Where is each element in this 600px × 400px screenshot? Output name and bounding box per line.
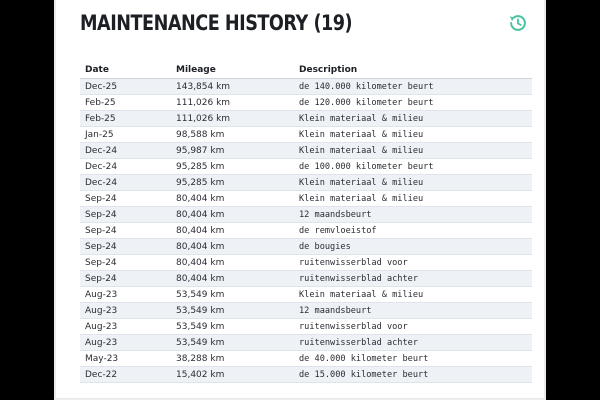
cell-description: Klein materiaal & milieu xyxy=(294,191,532,207)
table-row xyxy=(80,335,532,351)
history-button[interactable] xyxy=(505,10,531,36)
cell-description: de 40.000 kilometer beurt xyxy=(294,351,532,367)
cell-date: Dec-25 xyxy=(80,79,171,95)
column-header-date: Date xyxy=(80,62,171,79)
cell-mileage: 95,285 km xyxy=(171,175,294,191)
table-row xyxy=(80,95,532,111)
cell-date: Aug-23 xyxy=(80,319,171,335)
cell-mileage: 111,026 km xyxy=(171,111,294,127)
cell-date: Dec-24 xyxy=(80,143,171,159)
cell-description: de remvloeistof xyxy=(294,223,532,239)
cell-mileage: 95,987 km xyxy=(171,143,294,159)
cell-mileage: 38,288 km xyxy=(171,351,294,367)
page-title: MAINTENANCE HISTORY (19) xyxy=(80,11,353,35)
cell-description: de 15.000 kilometer beurt xyxy=(294,367,532,383)
cell-description: de bougies xyxy=(294,239,532,255)
cell-date: Sep-24 xyxy=(80,239,171,255)
table-row xyxy=(80,111,532,127)
cell-date: Dec-24 xyxy=(80,159,171,175)
cell-date: Sep-24 xyxy=(80,255,171,271)
cell-mileage: 80,404 km xyxy=(171,191,294,207)
table-body xyxy=(80,79,532,383)
table-row xyxy=(80,175,532,191)
cell-description: Klein materiaal & milieu xyxy=(294,287,532,303)
table-row xyxy=(80,223,532,239)
cell-description: Klein materiaal & milieu xyxy=(294,175,532,191)
cell-date: Aug-23 xyxy=(80,303,171,319)
table-row xyxy=(80,127,532,143)
table-row xyxy=(80,287,532,303)
cell-description: ruitenwisserblad voor xyxy=(294,319,532,335)
column-header-description: Description xyxy=(294,62,532,79)
table-row xyxy=(80,271,532,287)
left-backdrop xyxy=(0,0,40,400)
cell-description: 12 maandsbeurt xyxy=(294,207,532,223)
cell-date: Dec-24 xyxy=(80,175,171,191)
cell-description: ruitenwisserblad voor xyxy=(294,255,532,271)
cell-mileage: 80,404 km xyxy=(171,207,294,223)
cell-mileage: 95,285 km xyxy=(171,159,294,175)
cell-date: Sep-24 xyxy=(80,207,171,223)
clock-rewind-icon xyxy=(507,12,529,34)
cell-date: Jan-25 xyxy=(80,127,171,143)
cell-mileage: 53,549 km xyxy=(171,335,294,351)
table-row xyxy=(80,239,532,255)
cell-mileage: 53,549 km xyxy=(171,319,294,335)
table-row xyxy=(80,367,532,383)
maintenance-table xyxy=(80,62,532,383)
cell-date: Aug-23 xyxy=(80,335,171,351)
cell-description: Klein materiaal & milieu xyxy=(294,127,532,143)
cell-description: ruitenwisserblad achter xyxy=(294,335,532,351)
table-row xyxy=(80,351,532,367)
cell-mileage: 15,402 km xyxy=(171,367,294,383)
table-row xyxy=(80,191,532,207)
cell-mileage: 80,404 km xyxy=(171,271,294,287)
table-row xyxy=(80,303,532,319)
cell-description: Klein materiaal & milieu xyxy=(294,111,532,127)
cell-date: Aug-23 xyxy=(80,287,171,303)
cell-date: Sep-24 xyxy=(80,271,171,287)
cell-mileage: 80,404 km xyxy=(171,239,294,255)
cell-date: Feb-25 xyxy=(80,95,171,111)
table-row xyxy=(80,79,532,95)
table-row xyxy=(80,207,532,223)
table-row xyxy=(80,319,532,335)
table-row xyxy=(80,255,532,271)
cell-mileage: 143,854 km xyxy=(171,79,294,95)
cell-mileage: 111,026 km xyxy=(171,95,294,111)
column-header-mileage: Mileage xyxy=(171,62,294,79)
cell-mileage: 80,404 km xyxy=(171,255,294,271)
right-backdrop xyxy=(560,0,600,400)
cell-mileage: 53,549 km xyxy=(171,303,294,319)
cell-description: de 140.000 kilometer beurt xyxy=(294,79,532,95)
cell-description: de 120.000 kilometer beurt xyxy=(294,95,532,111)
cell-description: Klein materiaal & milieu xyxy=(294,143,532,159)
cell-description: 12 maandsbeurt xyxy=(294,303,532,319)
table-row xyxy=(80,159,532,175)
table-row xyxy=(80,143,532,159)
cell-description: de 100.000 kilometer beurt xyxy=(294,159,532,175)
cell-date: Sep-24 xyxy=(80,223,171,239)
cell-date: May-23 xyxy=(80,351,171,367)
cell-description: ruitenwisserblad achter xyxy=(294,271,532,287)
table-header-row xyxy=(80,62,532,79)
cell-mileage: 53,549 km xyxy=(171,287,294,303)
cell-date: Feb-25 xyxy=(80,111,171,127)
cell-date: Sep-24 xyxy=(80,191,171,207)
cell-mileage: 98,588 km xyxy=(171,127,294,143)
cell-mileage: 80,404 km xyxy=(171,223,294,239)
cell-date: Dec-22 xyxy=(80,367,171,383)
